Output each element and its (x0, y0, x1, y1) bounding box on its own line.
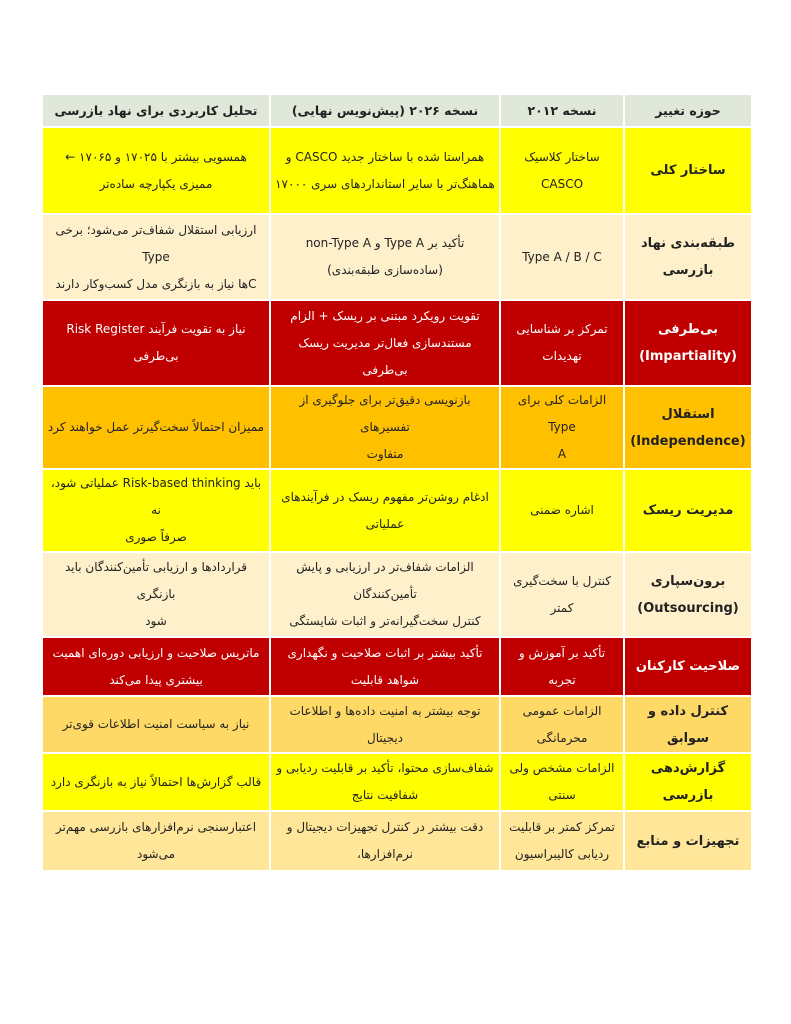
analysis-cell: نیاز به تقویت فرآیند Risk Register بی‌طرفی (42, 300, 270, 386)
v2026-cell: بازنویسی دقیق‌تر برای جلوگیری از تفسیرهای متفاوت (270, 386, 500, 469)
table-row (42, 696, 752, 753)
area-cell: بی‌طرفی (Impartiality) (624, 300, 752, 386)
v2026-cell: الزامات شفاف‌تر در ارزیابی و پایش تأمین‌کنندگان کنترل سخت‌گیرانه‌تر و اثبات شایستگی (270, 552, 500, 637)
header-2012: نسخه ۲۰۱۲ (500, 94, 624, 127)
v2012-cell: تمرکز کمتر بر قابلیت ردیابی کالیبراسیون (500, 811, 624, 871)
table-row (42, 753, 752, 811)
v2026-cell: تأکید بیشتر بر اثبات صلاحیت و نگهداری شواهد قابلیت (270, 637, 500, 696)
table-row (42, 811, 752, 871)
v2012-cell: Type A / B / C (500, 214, 624, 300)
v2026-cell: توجه بیشتر به امنیت داده‌ها و اطلاعات دیجیتال (270, 696, 500, 753)
table-row (42, 127, 752, 214)
area-cell: گزارش‌دهی بازرسی (624, 753, 752, 811)
v2026-cell: دقت بیشتر در کنترل تجهیزات دیجیتال و نرم‌افزارها، (270, 811, 500, 871)
table-row (42, 637, 752, 696)
analysis-cell: قالب گزارش‌ها احتمالاً نیاز به بازنگری دارد (42, 753, 270, 811)
area-cell: طبقه‌بندی نهاد بازرسی (624, 214, 752, 300)
analysis-cell: همسویی بیشتر با ۱۷۰۲۵ و ۱۷۰۶۵ ← ممیزی یکپارچه ساده‌تر (42, 127, 270, 214)
analysis-cell: ارزیابی استقلال شفاف‌تر می‌شود؛ برخی Type Cها نیاز به بازنگری مدل کسب‌وکار دارند (42, 214, 270, 300)
comparison-table (41, 93, 753, 872)
v2012-cell: ساختار کلاسیک CASCO (500, 127, 624, 214)
analysis-cell: اعتبارسنجی نرم‌افزارهای بازرسی مهم‌تر می‌شود (42, 811, 270, 871)
area-cell: صلاحیت کارکنان (624, 637, 752, 696)
v2012-cell: کنترل با سخت‌گیری کمتر (500, 552, 624, 637)
header-analysis: تحلیل کاربردی برای نهاد بازرسی (42, 94, 270, 127)
v2012-cell: الزامات کلی برای Type A (500, 386, 624, 469)
area-cell: ساختار کلی (624, 127, 752, 214)
v2012-cell: تأکید بر آموزش و تجربه (500, 637, 624, 696)
area-cell: برون‌سپاری (Outsourcing) (624, 552, 752, 637)
v2012-cell: اشاره ضمنی (500, 469, 624, 552)
analysis-cell: باید Risk-based thinking عملیاتی شود، نه صرفاً صوری (42, 469, 270, 552)
v2026-cell: همراستا شده با ساختار جدید CASCO و هماهنگ‌تر با سایر استانداردهای سری ۱۷۰۰۰ (270, 127, 500, 214)
analysis-cell: ماتریس صلاحیت و ارزیابی دوره‌ای اهمیت بیشتری پیدا می‌کند (42, 637, 270, 696)
analysis-cell: قراردادها و ارزیابی تأمین‌کنندگان باید بازنگری شود (42, 552, 270, 637)
header-2026: نسخه ۲۰۲۶ (پیش‌نویس نهایی) (270, 94, 500, 127)
table-row (42, 552, 752, 637)
area-cell: کنترل داده و سوابق (624, 696, 752, 753)
v2026-cell: تقویت رویکرد مبتنی بر ریسک + الزام مستندسازی فعال‌تر مدیریت ریسک بی‌طرفی (270, 300, 500, 386)
v2026-cell: تأکید بر Type A و non-Type A (ساده‌سازی طبقه‌بندی) (270, 214, 500, 300)
area-cell: تجهیزات و منابع (624, 811, 752, 871)
v2012-cell: الزامات عمومی محرمانگی (500, 696, 624, 753)
header-row (42, 94, 752, 127)
v2012-cell: الزامات مشخص ولی سنتی (500, 753, 624, 811)
area-cell: مدیریت ریسک (624, 469, 752, 552)
table-row (42, 386, 752, 469)
table-row (42, 469, 752, 552)
v2026-cell: شفاف‌سازی محتوا، تأکید بر قابلیت ردیابی و شفافیت نتایج (270, 753, 500, 811)
table-row (42, 300, 752, 386)
area-cell: استقلال (Independence) (624, 386, 752, 469)
analysis-cell: نیاز به سیاست امنیت اطلاعات قوی‌تر (42, 696, 270, 753)
table-row (42, 214, 752, 300)
header-area: حوزه تغییر (624, 94, 752, 127)
v2026-cell: ادغام روشن‌تر مفهوم ریسک در فرآیندهای عملیاتی (270, 469, 500, 552)
analysis-cell: ممیزان احتمالاً سخت‌گیرتر عمل خواهند کرد (42, 386, 270, 469)
v2012-cell: تمرکز بر شناسایی تهدیدات (500, 300, 624, 386)
